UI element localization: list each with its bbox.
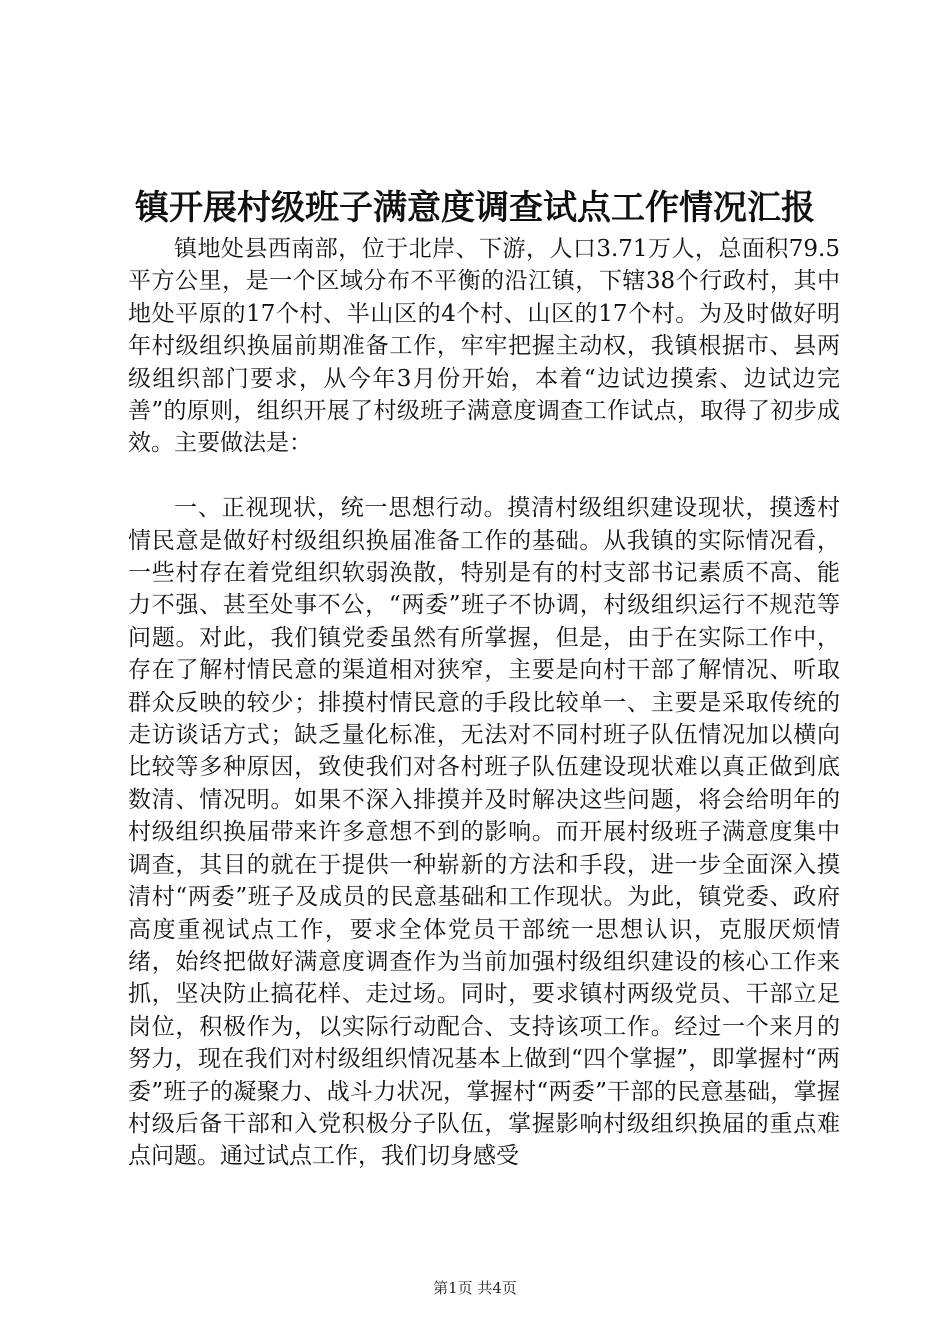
document-title: 镇开展村级班子满意度调查试点工作情况汇报 bbox=[135, 188, 815, 228]
paragraph-spacer bbox=[128, 460, 840, 492]
intro-paragraph: 镇地处县西南部，位于北岸、下游，人口3.71万人，总面积79.5平方公里，是一个区域分布不平衡的沿江镇，下辖38个行政村，其中地处平原的17个村、半山区的4个村、山区的17个村。为及时做好明年村级组织换届前期准备工作，牢牢把握主动权，我镇根据市、县两级组织部门要求，从今年3月份开始，本着“边试边摸索、边试边完善”的原则，组织开展了村级班子满意度调查工作试点，取得了初步成效。主要做法是： bbox=[128, 236, 840, 457]
page-footer: 第1页 共4页 bbox=[433, 1279, 517, 1297]
section-one-paragraph: 一、正视现状，统一思想行动。摸清村级组织建设现状，摸透村情民意是做好村级组织换届准备工作的基础。从我镇的实际情况看，一些村存在着党组织软弱涣散，特别是有的村支部书记素质不高、能力不强、甚至处事不公，“两委”班子不协调，村级组织运行不规范等问题。对此，我们镇党委虽然有所掌握，但是，由于在实际工作中，存在了解村情民意的渠道相对狭窄，主要是向村干部了解情况、听取群众反映的较少；排摸村情民意的手段比较单一、主要是采取传统的走访谈话方式；缺乏量化标准，无法对不同村班子队伍情况加以横向比较等多种原因，致使我们对各村班子队伍建设现状难以真正做到底数清、情况明。如果不深入排摸并及时解决这些问题，将会给明年的村级组织换届带来许多意想不到的影响。而开展村级班子满意度集中调查，其目的就在于提供一种崭新的方法和手段，进一步全面深入摸清村“两委”班子及成员的民意基础和工作现状。为此，镇党委、政府高度重视试点工作，要求全体党员干部统一思想认识，克服厌烦情绪，始终把做好满意度调查作为当前加强村级组织建设的核心工作来抓，坚决防止搞花样、走过场。同时，要求镇村两级党员、干部立足岗位，积极作为，以实际行动配合、支持该项工作。经过一个来月的努力，现在我们对村级组织情况基本上做到“四个掌握”，即掌握村“两委”班子的凝聚力、战斗力状况，掌握村“两委”干部的民意基础，掌握村级后备干部和入党积极分子队伍，掌握影响村级组织换届的重点难点问题。通过试点工作，我们切身感受 bbox=[128, 495, 840, 1170]
document-body bbox=[128, 233, 840, 1173]
